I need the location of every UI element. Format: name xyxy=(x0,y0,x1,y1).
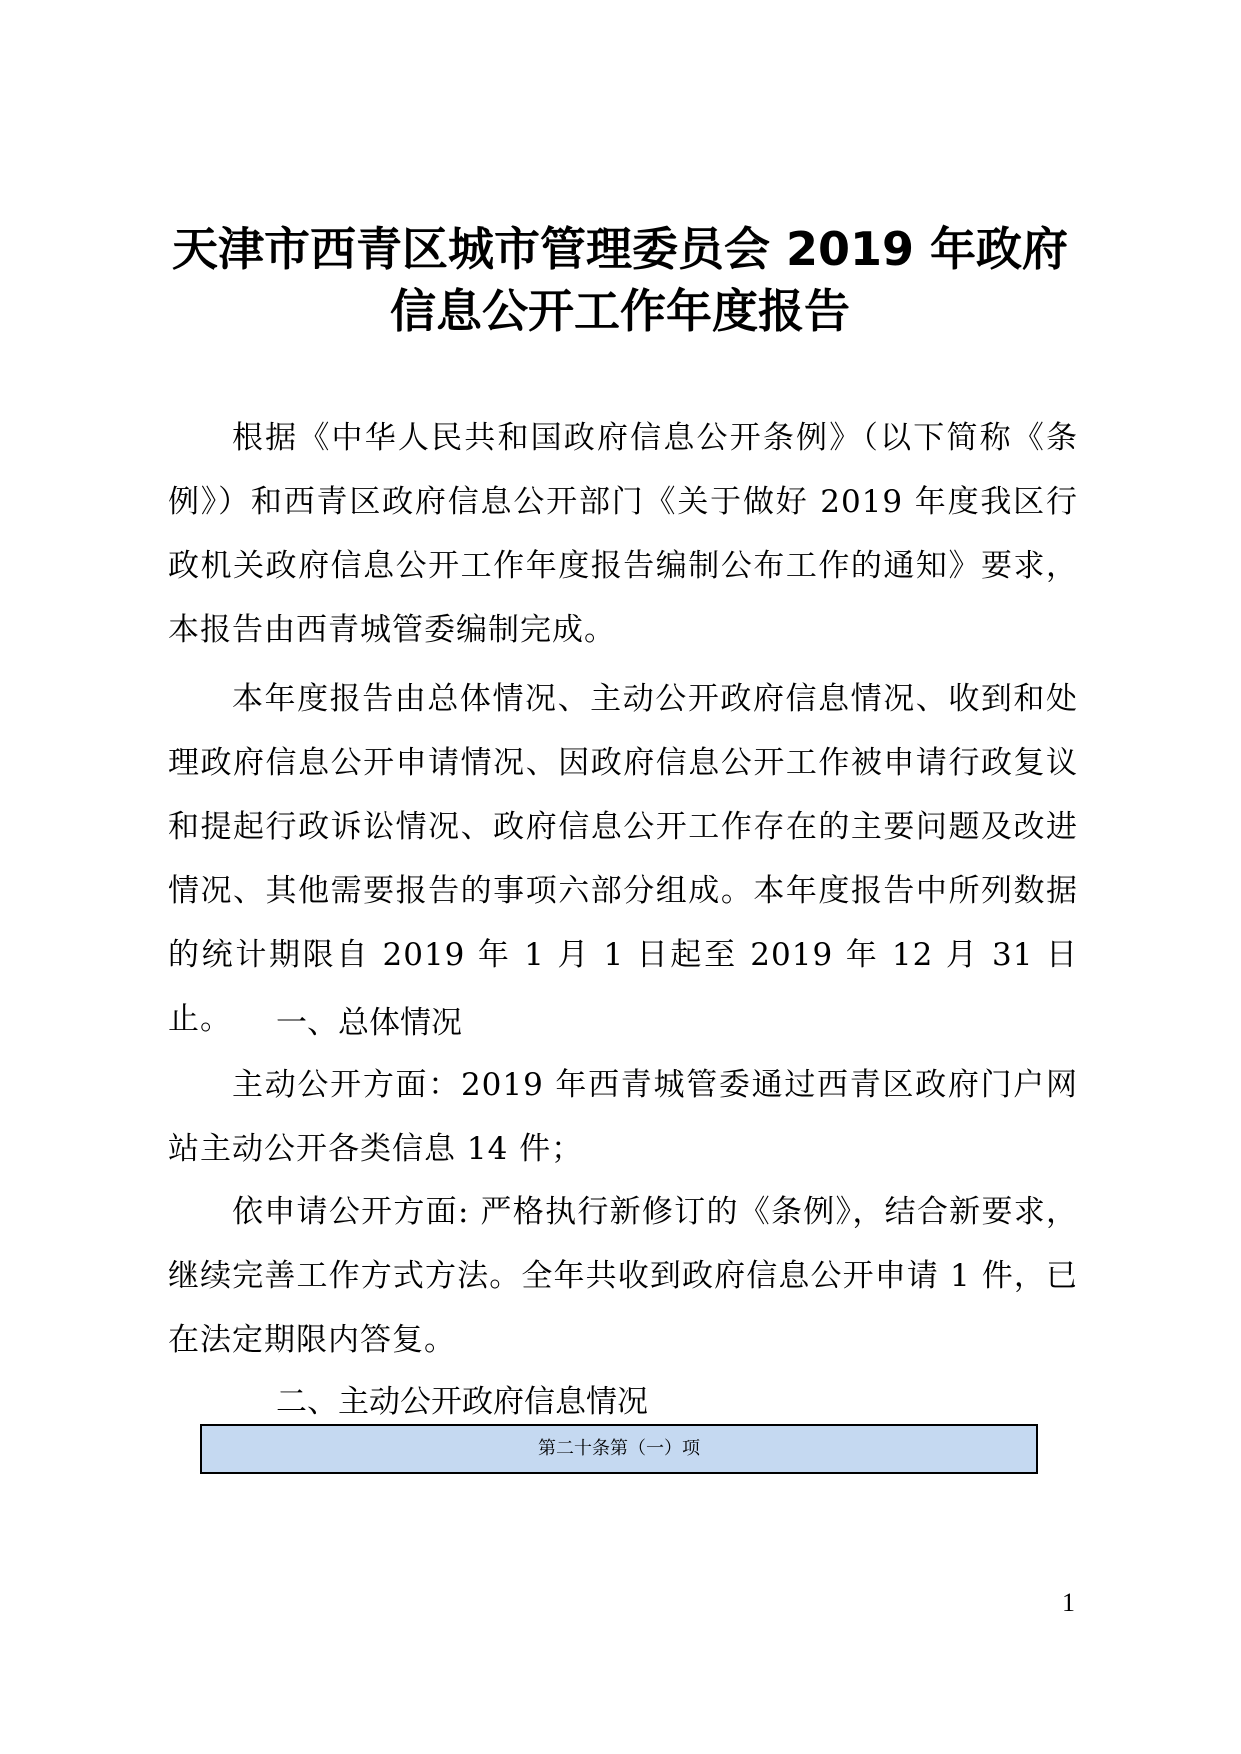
intro-paragraph-1: 根据《中华人民共和国政府信息公开条例》（以下简称《条例》）和西青区政府信息公开部门《关于做好 2019 年度我区行政机关政府信息公开工作年度报告编制公布工作的通知》要求，本报告由西青城管委编制完成。 xyxy=(168,420,1078,648)
section-heading-proactive-disclosure: 二、主动公开政府信息情况 xyxy=(276,1384,648,1420)
page-number: 1 xyxy=(1062,1588,1075,1617)
section-heading-overview: 一、总体情况 xyxy=(276,1005,462,1041)
overview-paragraph-proactive: 主动公开方面：2019 年西青城管委通过西青区政府门户网站主动公开各类信息 14 件； xyxy=(168,1067,1078,1167)
disclosure-table xyxy=(200,1424,1038,1474)
document-title-line-2: 信息公开工作年度报告 xyxy=(390,284,850,338)
intro-paragraph-2: 本年度报告由总体情况、主动公开政府信息情况、收到和处理政府信息公开申请情况、因政府信息公开工作被申请行政复议和提起行政诉讼情况、政府信息公开工作存在的主要问题及改进情况、其他需要报告的事项六部分组成。本年度报告中所列数据的统计期限自 2019 年 1 月 1 日起至 2019 年 12 月 31 日止。 xyxy=(168,681,1078,1037)
document-title-line-1: 天津市西青区城市管理委员会 2019 年政府 xyxy=(171,222,1069,276)
overview-paragraph-on-request: 依申请公开方面: 严格执行新修订的《条例》，结合新要求，继续完善工作方式方法。全年共收到政府信息公开申请 1 件，已在法定期限内答复。 xyxy=(168,1194,1078,1358)
table-header-cell: 第二十条第（一）项 xyxy=(538,1438,700,1459)
